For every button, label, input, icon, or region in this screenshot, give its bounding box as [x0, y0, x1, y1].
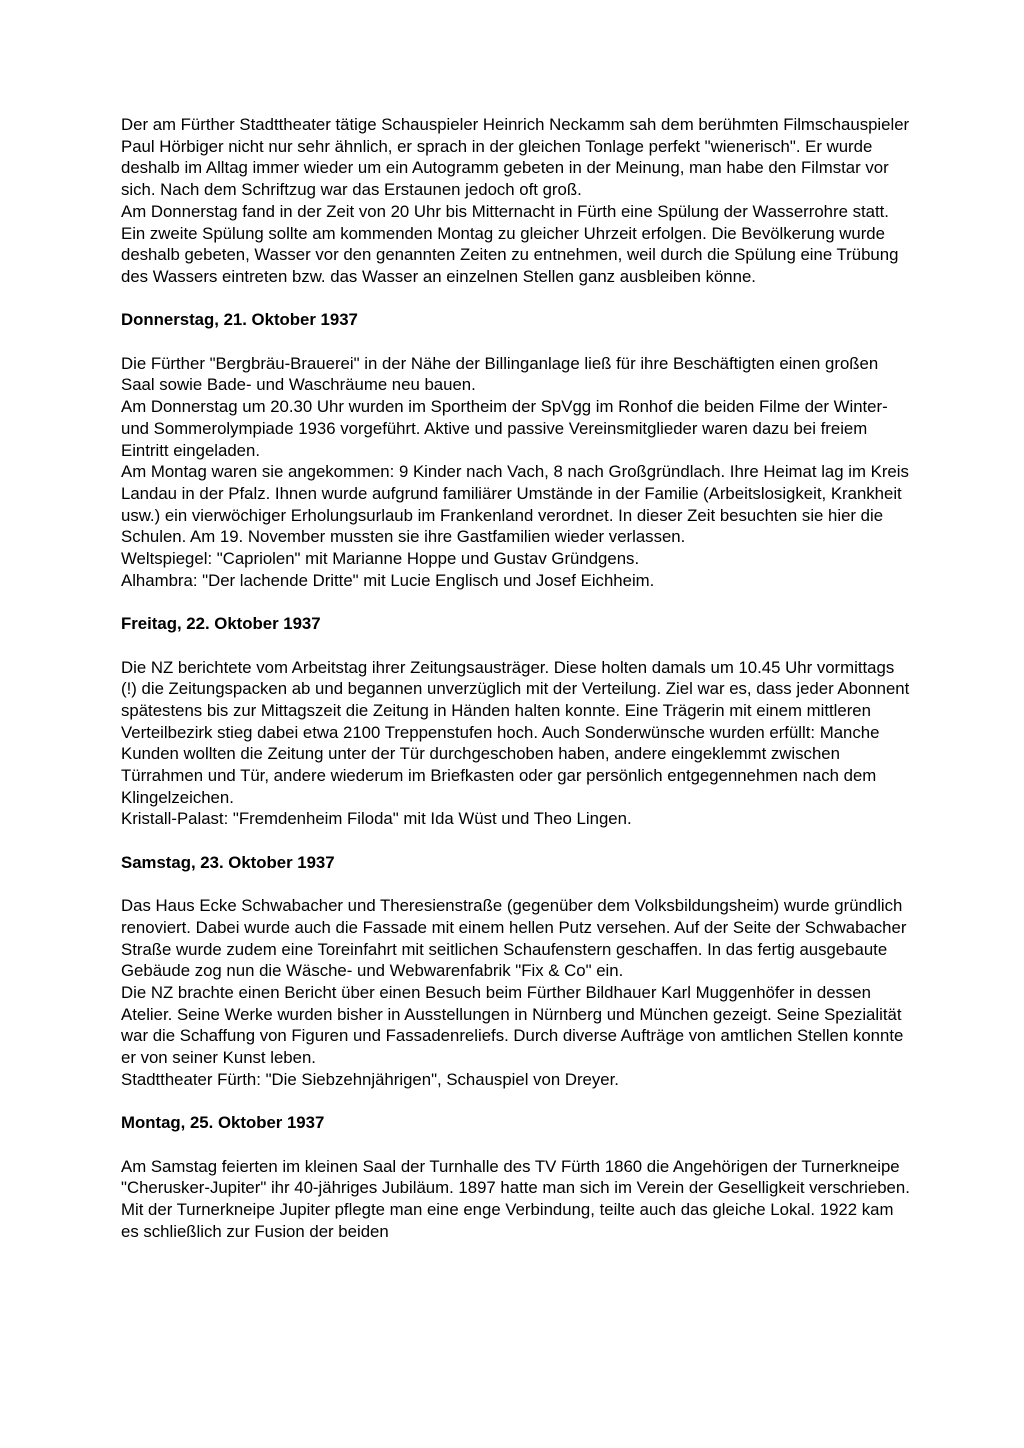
body-paragraph: Stadttheater Fürth: "Die Siebzehnjährigen", Schauspiel von Dreyer.: [121, 1069, 619, 1089]
body-paragraph: Alhambra: "Der lachende Dritte" mit Lucie Englisch und Josef Eichheim.: [121, 570, 655, 590]
body-paragraph: Das Haus Ecke Schwabacher und Theresienstraße (gegenüber dem Volksbildungsheim) wurde gründlich renoviert. Dabei wurde auch die Fassade mit einem hellen Putz versehen. Auf der Seite der Schwabacher Straße wurde zudem eine Toreinfahrt mit seitlichen Schaufenstern geschaffen. In das fertig ausgebaute Gebäude zog nun die Wäsche- und Webwarenfabrik "Fix & Co" ein.: [121, 896, 907, 981]
body-paragraph: Weltspiegel: "Capriolen" mit Marianne Hoppe und Gustav Gründgens.: [121, 549, 640, 569]
body-paragraph: Die NZ berichtete vom Arbeitstag ihrer Zeitungsausträger. Diese holten damals um 10.45 Uhr vormittags (!) die Zeitungspacken ab und begannen unverzüglich mit der Verteilung. Ziel war es, dass jeder Abonnent spätestens bis zur Mittagszeit die Zeitung in Händen halten konnte. Eine Trägerin mit einem mittleren Verteilbezirk stieg dabei etwa 2100 Treppenstufen hoch. Auch Sonderwünsche wurden erfüllt: Manche Kunden wollten die Zeitung unter der Tür durchgeschoben haben, andere eingeklemmt zwischen Türrahmen und Tür, andere wiederum im Briefkasten oder gar persönlich entgegennehmen nach dem Klingelzeichen.: [121, 657, 910, 807]
body-paragraph: Am Donnerstag fand in der Zeit von 20 Uhr bis Mitternacht in Fürth eine Spülung der Wasserrohre statt. Ein zweite Spülung sollte am kommenden Montag zu gleicher Uhrzeit erfolgen. Die Bevölkerung wurde deshalb gebeten, Wasser vor den genannten Zeiten zu entnehmen, weil durch die Spülung eine Trübung des Wassers eintreten bzw. das Wasser an einzelnen Stellen ganz ausbleiben könne.: [121, 201, 899, 286]
body-paragraph: Der am Fürther Stadttheater tätige Schauspieler Heinrich Neckamm sah dem berühmten Filmschauspieler Paul Hörbiger nicht nur sehr ähnlich, er sprach in der gleichen Tonlage perfekt "wienerisch". Er wurde deshalb im Alltag immer wieder um ein Autogramm gebeten in der Meinung, man habe den Filmstar vor sich. Nach dem Schriftzug war das Erstaunen jedoch oft groß.: [121, 115, 910, 200]
date-heading: Donnerstag, 21. Oktober 1937: [121, 310, 358, 330]
date-heading: Freitag, 22. Oktober 1937: [121, 614, 321, 634]
body-paragraph: Kristall-Palast: "Fremdenheim Filoda" mit Ida Wüst und Theo Lingen.: [121, 809, 632, 829]
document-page: [121, 114, 910, 1242]
body-paragraph: Am Donnerstag um 20.30 Uhr wurden im Sportheim der SpVgg im Ronhof die beiden Filme der Winter- und Sommerolympiade 1936 vorgeführt. Aktive und passive Vereinsmitglieder waren dazu bei freiem Eintritt eingeladen.: [121, 397, 888, 460]
body-paragraph: Die Fürther "Bergbräu-Brauerei" in der Nähe der Billinganlage ließ für ihre Beschäftigten einen großen Saal sowie Bade- und Waschräume neu bauen.: [121, 353, 879, 395]
body-paragraph: Am Samstag feierten im kleinen Saal der Turnhalle des TV Fürth 1860 die Angehörigen der Turnerkneipe "Cherusker-Jupiter" ihr 40-jähriges Jubiläum. 1897 hatte man sich im Verein der Geselligkeit verschrieben. Mit der Turnerkneipe Jupiter pflegte man eine enge Verbindung, teilte auch das gleiche Lokal. 1922 kam es schließlich zur Fusion der beiden: [121, 1156, 910, 1241]
body-paragraph: Am Montag waren sie angekommen: 9 Kinder nach Vach, 8 nach Großgründlach. Ihre Heimat lag im Kreis Landau in der Pfalz. Ihnen wurde aufgrund familiärer Umstände in der Familie (Arbeitslosigkeit, Krankheit usw.) ein vierwöchiger Erholungsurlaub im Frankenland verordnet. In dieser Zeit besuchten sie hier die Schulen. Am 19. November mussten sie ihre Gastfamilien wieder verlassen.: [121, 462, 909, 547]
date-heading: Montag, 25. Oktober 1937: [121, 1113, 325, 1133]
date-heading: Samstag, 23. Oktober 1937: [121, 852, 335, 872]
body-paragraph: Die NZ brachte einen Bericht über einen Besuch beim Fürther Bildhauer Karl Muggenhöfer in dessen Atelier. Seine Werke wurden bisher in Ausstellungen in Nürnberg und München gezeigt. Seine Spezialität war die Schaffung von Figuren und Fassadenreliefs. Durch diverse Aufträge von amtlichen Stellen konnte er von seiner Kunst leben.: [121, 983, 904, 1068]
